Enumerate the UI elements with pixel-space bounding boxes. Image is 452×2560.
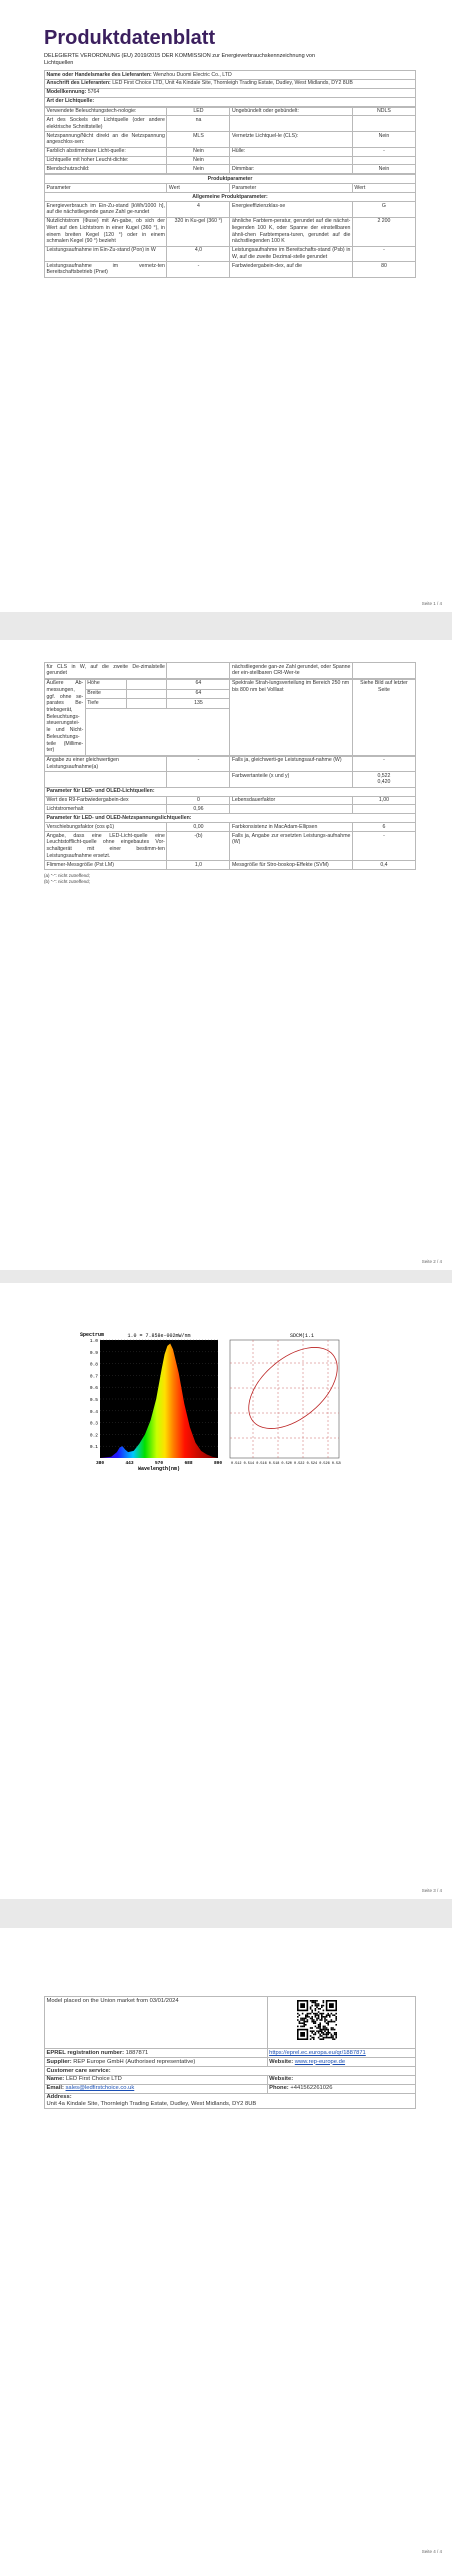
param-label: Leistungsaufnahme im vernetz-ten Bereitschaftsbetrieb (Pnet) [46,262,165,276]
light-type-row [45,147,416,156]
type-label: Farblich abstimmbare Licht-quelle: [45,147,167,156]
page-title: Produktdatenblatt [44,27,216,49]
supplier-address-label: Anschrift des Lieferanten: [46,80,111,87]
light-type-row [45,132,416,148]
website-cell [267,2058,415,2067]
type-value: LED [167,107,230,116]
param-label [230,805,352,814]
type-value: Nein [352,165,415,174]
y-tick-label: 0.5 [89,1398,98,1403]
y-tick-label: 0.9 [89,1350,98,1356]
cie-panel [230,1340,339,1458]
cs-phone-cell [267,2084,415,2093]
cs-name-cell [45,2075,268,2084]
chromaticity-value: 0,522 0,420 [352,772,415,788]
col-value-header: Wert [352,184,415,193]
type-label: Blendschutzschild: [45,165,167,174]
param-value: G [352,201,415,217]
eprel-link-cell [267,2049,415,2058]
spectrum-header: 1.0 = 7.858e-002mW/nm [127,1333,191,1339]
col-param-header: Parameter [230,184,352,193]
supplier-name-value: Wenzhou Duomi Electric Co., LTD [153,71,232,78]
cs-website-label: Website: [269,2076,294,2083]
type-value: - [352,147,415,156]
eprel-link[interactable]: https://eprel.ec.europa.eu/qr/1887871 [269,2049,366,2056]
param-label: Leistungsaufnahme im Ein-Zu-stand (Pon) in W [45,246,167,262]
param-value [352,805,415,814]
param-value: 4,0 [167,246,230,262]
param-label: Leistungsaufnahme im Bereitschafts-stand (Psb) in W, auf die zweite Dezimal-stelle gerundet [231,247,351,260]
type-label: Dimmbar: [230,165,352,174]
cs-name-value: LED First Choice LTD [65,2076,122,2083]
param-value: - [352,246,415,262]
col-param-header: Parameter [45,184,167,193]
mls-param-row [45,832,416,861]
param-row [45,663,416,679]
param-value: - [167,262,230,278]
supplier-name-cell [45,71,416,80]
cie-axis-ticks: 0.512 0.514 0.516 0.518 0.520 0.522 0.524 0.526 0.528 [231,1462,341,1466]
param-label: Energieeffizienzklas-se [230,201,352,217]
param-row [45,201,416,217]
y-tick-label: 0.6 [89,1386,98,1392]
param-value: 6 [352,823,415,832]
param-value: -(b) [167,832,230,861]
param-label: Verschiebungsfaktor (cos φ1) [45,823,167,832]
light-type-row [45,107,416,116]
cs-email-link[interactable]: sales@ledfirstchoice.co.uk [65,2085,135,2092]
cs-email-cell [45,2084,268,2093]
type-value: Nein [167,156,230,165]
type-value [352,116,415,132]
col-value-header: Wert [167,184,230,193]
equivalence-table [44,756,416,871]
param-label: Angabe, dass eine LED-Licht-quelle eine Leuchtstofflicht-quelle ohne eingebautes Vor-schaltgerät mit einer bestimm-ten Leistungsaufnahme ersetzt. [46,832,165,859]
led-param-row [45,796,416,805]
supplier-name-label: Name oder Handelsmarke des Lieferanten: [46,71,152,78]
cs-phone-label: Phone: [269,2085,289,2092]
equiv-value: - [167,756,230,772]
type-value: Nein [167,147,230,156]
dim-height-value: 64 [167,679,230,689]
page-3 [0,1283,452,1899]
param-label: ähnliche Farbtem-peratur, gerundet auf die nächst-liegenden 100 K, oder Spanne der einstellbaren ähnli-chen Farbtempera-turen, gerundet auf die nächstliegenden 100 K [231,218,351,245]
light-type-row [45,156,416,165]
led-params-title: Parameter für LED- und OLED-Lichtquellen: [45,787,416,796]
type-label: Ungebündelt oder gebündelt: [230,107,352,116]
customer-service-title: Customer care service: [45,2066,416,2075]
footnote-b: (b) "-": nicht zutreffend; [44,879,90,885]
param-label: Falls ja, Angabe zur ersetzten Leistungs-aufnahme (W) [230,832,352,861]
param-label: Farbkonsistenz in MacAdam-Ellipsen [230,823,352,832]
type-label [230,156,352,165]
equiv-label-text: Angabe zu einer gleichwertigen Leistungsaufnahme(a) [46,757,119,770]
param-value [352,663,415,679]
type-value: na [167,116,230,132]
type-value: NDLS [352,107,415,116]
param-value: 1,00 [352,796,415,805]
page-number: Seite 1 / 4 [421,601,442,606]
cie-label: SDCM(1.1 [290,1333,315,1339]
param-label: Energieverbrauch im Ein-Zu-stand [kWh/1000 h], auf die nächstliegende ganze Zahl ge-rundet [46,202,165,216]
dim-height-label: Höhe [85,679,126,689]
param-value: 0,00 [167,823,230,832]
website-label: Website: [269,2058,294,2065]
equiv-power-label: Falls ja, gleichwerti-ge Leistungsauf-nahme (W) [230,756,352,772]
spectral-label: Spektrale Strah-lungsverteilung im Bereich 250 nm bis 800 nm bei Volllast [230,679,352,755]
dim-depth-label: Tiefe [85,699,126,709]
dim-depth-value: 135 [167,699,230,709]
param-row [45,246,416,262]
qr-cell [267,1997,415,2049]
type-value: MLS [167,132,230,148]
x-tick-label: 380 [95,1461,105,1466]
mls-params-title: Parameter für LED- und OLED-Netzspannungslichtquellen: [45,814,416,823]
type-value: Nein [167,165,230,174]
type-label [230,116,352,132]
page-number: Seite 3 / 4 [421,1888,442,1893]
y-tick-label: 0.1 [89,1445,98,1451]
eprel-label: EPREL registration number: [46,2049,125,2056]
supplier-address-cell [45,79,416,88]
spectrum-panel [78,1328,341,1473]
param-label: nächstliegende gan-ze Zahl gerundet, oder Spanne der ein-stellbaren CRI-Wer-te [231,663,351,677]
y-tick-label: 1.0 [89,1339,98,1344]
page-4 [0,1928,452,2560]
param-label: für CLS in W, auf die zweite De-zimalstelle gerundet [46,663,165,677]
type-label: Lichtquelle mit hoher Leucht-dichte: [45,156,167,165]
x-tick-label: 570 [154,1461,164,1466]
param-label: Messgröße für Stro-boskop-Effekte (SVM) [230,861,352,870]
x-tick-label: 443 [125,1461,134,1466]
spectrum-chart [78,1328,341,1473]
model-cell [45,88,416,97]
param-row [45,217,416,246]
eprel-cell [45,2049,268,2058]
y-tick-label: 0.3 [89,1421,98,1427]
mls-param-row [45,823,416,832]
y-tick-label: 0.4 [89,1409,98,1415]
cs-email-label: Email: [46,2085,64,2092]
led-param-row [45,805,416,814]
type-label: Art des Sockels der Lichtquelle (oder andere elektrische Schnittstelle) [46,117,165,130]
equiv-power-value: - [352,756,415,772]
type-label: Hülle: [230,147,352,156]
cs-address-cell [45,2093,416,2109]
regulation-text: DELEGIERTE VERORDNUNG (EU) 2019/2015 DER KOMMISSION zur Energieverbrauchskennzeichnung von Lichtquellen [44,53,316,66]
dim-width-value: 64 [167,689,230,699]
product-params-title: Produktparameter [45,175,416,184]
light-type-row [45,116,416,132]
chromaticity-label: Farbwertanteile (x und y) [230,772,352,788]
cs-phone-value: +441562261026 [290,2085,333,2092]
page-2 [0,640,452,1270]
param-value: 4 [167,201,230,217]
cs-name-label: Name: [46,2076,65,2083]
supplier-label: Supplier: [46,2058,72,2065]
dimensions-label: Äußere Ab-messungen, ggf. ohne se-parates Be-triebsgerät, Beleuchtungs-steuerungstei-le und Nicht-Beleuchtungs-teile (Millime-ter) [46,680,84,754]
dimensions-table [44,679,416,756]
supplier-value: REP Europe GmbH (Authorised representative) [73,2058,196,2065]
placed-on-market-text: Model placed on the Union market from 03/01/2024 [46,1997,179,2004]
eprel-table [44,1996,416,2109]
param-label: Lebensdauerfaktor [230,796,352,805]
supplier-cell [45,2058,268,2067]
param-value: 1,0 [167,861,230,870]
y-tick-label: 0.8 [89,1362,98,1368]
param-row [45,262,416,278]
dim-width-label: Breite [85,689,126,699]
param-label: Nutzlichtstrom (Φuse) mit An-gabe, ob sich der Wert auf den Lichtstrom in einer Kugel (360 °), in einem breiten Kegel (120 °) oder in einem schmalen Kegel (90 °) bezieht [46,218,165,245]
param-value: 0,4 [352,861,415,870]
page-number: Seite 2 / 4 [421,1259,442,1264]
x-tick-label: 800 [213,1461,223,1466]
spectrum-label: Spectrum [80,1332,105,1338]
page-1 [0,0,452,612]
page-number: Seite 4 / 4 [421,2549,442,2554]
footnote-a: (a) "-": nicht zutreffend; [44,873,90,879]
param-value: 80 [352,262,415,278]
x-tick-label: 688 [184,1461,193,1466]
y-tick-label: 0.7 [89,1374,98,1380]
param-value: 320 in Ku-gel (360 °) [167,217,230,246]
cs-website-cell [267,2075,415,2084]
light-type-label: Art der Lichtquelle: [45,97,416,106]
param-value: 0,96 [167,805,230,814]
product-params-table [44,174,416,277]
param-value: - [352,832,415,861]
type-value: Nein [352,132,415,148]
eprel-value: 1887871 [125,2049,149,2056]
cs-address-value: Unit 4a Kindale Site, Thornleigh Trading Estate, Dudley, West Midlands, DY2 8UB [46,2100,257,2107]
param-label: Lichtstromerhalt [45,805,167,814]
param-label: Wert des R9-Farbwiedergabein-dex [45,796,167,805]
y-tick-label: 0.2 [89,1433,98,1439]
supplier-address-value: LED First Choice LTD, Unit 4a Kindale Site, Thornleigh Trading Estate, Dudley, West Midlands, DY2 8UB [112,80,353,87]
model-value: 5764 [87,89,100,96]
general-params-title: Allgemeine Produktparameter: [45,193,416,202]
type-label: Vernetzte Lichtquel-le (CLS): [230,132,352,148]
placed-on-market [45,1997,268,2049]
params-continued-table [44,662,416,679]
website-link[interactable]: www.rep-europe.de [294,2058,346,2065]
equiv-label [45,756,167,772]
type-value [352,156,415,165]
spectral-value: Siehe Bild auf letzter Seite [352,679,415,755]
type-label: Netzspannung/Nicht direkt an die Netzspannung angeschlos-sen: [46,132,165,146]
type-label: Verwendete Beleuchtungstech-nologie: [45,107,167,116]
param-value: 0 [167,796,230,805]
model-label: Modellkennung: [46,89,87,96]
light-type-table [44,107,416,175]
x-axis-label: Wavelength(nm) [137,1466,181,1472]
cs-address-label: Address: [46,2094,72,2101]
param-value: 2 200 [352,217,415,246]
param-label: Farbwiedergabein-dex, auf die [230,262,352,278]
mls-param-row [45,861,416,870]
param-value [167,663,230,679]
qr-code-icon[interactable] [297,2000,337,2040]
param-label: Flimmer-Messgröße (Pst LM) [45,861,167,870]
light-type-row [45,165,416,174]
